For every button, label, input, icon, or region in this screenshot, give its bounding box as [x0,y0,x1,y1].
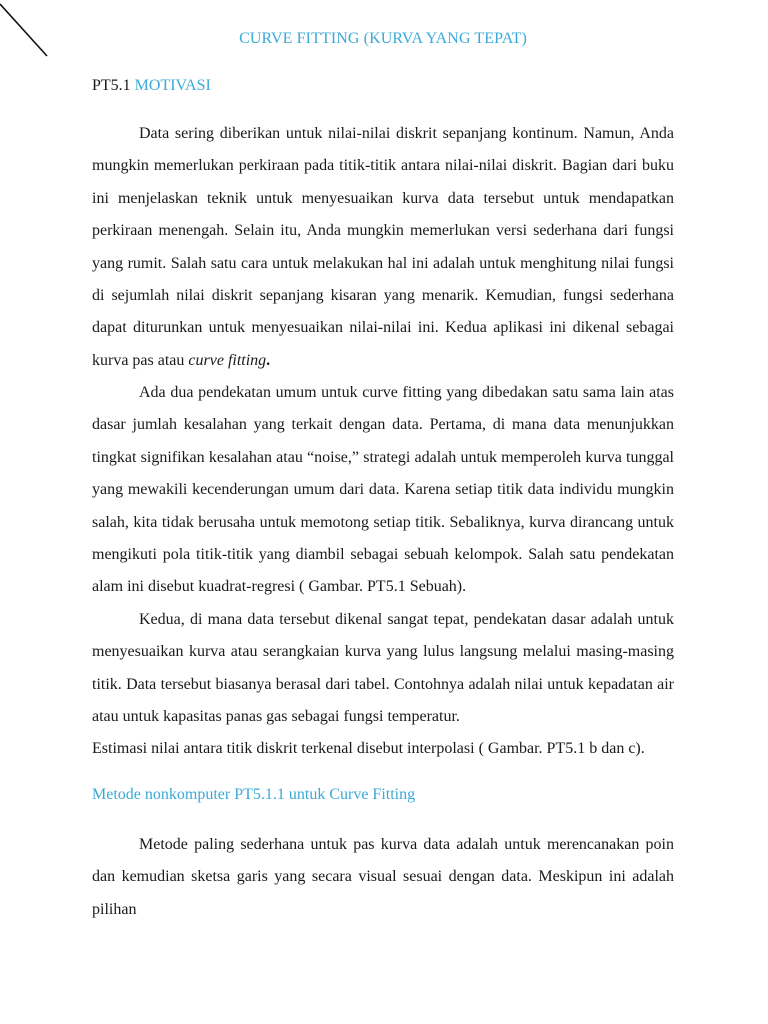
section-heading [92,77,211,95]
section-name: MOTIVASI [134,77,211,94]
paragraph-nonkomputer-1: Metode paling sederhana untuk pas kurva data adalah untuk merencanakan poin dan kemudian sketsa garis yang secara visual sesuai dengan data. Meskipun ini adalah pilihan [92,836,674,918]
paragraph-end: . [266,351,271,369]
paragraph-motivation-4: Estimasi nilai antara titik diskrit terkenal disebut interpolasi ( Gambar. PT5.1 b dan c). [92,740,645,757]
corner-fold-line [0,0,60,70]
paragraph-text: Data sering diberikan untuk nilai-nilai diskrit sepanjang kontinum. Namun, Anda mungkin memerlukan perkiraan pada titik-titik antara nilai-nilai diskrit. Bagian dari buku ini menjelaskan teknik untuk menyesuaikan kurva data tersebut untuk mendapatkan perkiraan menengah. Selain itu, Anda mungkin memerlukan versi sederhana dari fungsi yang rumit. Salah satu cara untuk melakukan hal ini adalah untuk menghitung nilai fungsi di sejumlah nilai diskrit sepanjang kisaran yang menarik. Kemudian, fungsi sederhana dapat diturunkan untuk menyesuaikan nilai-nilai ini. Kedua aplikasi ini dikenal sebagai kurva pas atau [92,125,674,369]
document-title: CURVE FITTING (KURVA YANG TEPAT) [239,30,527,47]
paragraph-motivation-1 [92,118,674,377]
subsection-heading: Metode nonkomputer PT5.1.1 untuk Curve Fitting [92,786,416,803]
section-number: PT5.1 [92,77,131,94]
paragraph-motivation-2: Ada dua pendekatan umum untuk curve fitting yang dibedakan satu sama lain atas dasar jumlah kesalahan yang terkait dengan data. Pertama, di mana data menunjukkan tingkat signifikan kesalahan atau “noise,” strategi adalah untuk memperoleh kurva tunggal yang mewakili kecenderungan umum dari data. Karena setiap titik data individu mungkin salah, kita tidak berusaha untuk memotong setiap titik. Sebaliknya, kurva dirancang untuk mengikuti pola titik-titik yang diambil sebagai sebuah kelompok. Salah satu pendekatan alam ini disebut kuadrat-regresi ( Gambar. PT5.1 Sebuah). [92,384,674,596]
paragraph-motivation-3: Kedua, di mana data tersebut dikenal sangat tepat, pendekatan dasar adalah untuk menyesuaikan kurva atau serangkaian kurva yang lulus langsung melalui masing-masing titik. Data tersebut biasanya berasal dari tabel. Contohnya adalah nilai untuk kepadatan air atau untuk kapasitas panas gas sebagai fungsi temperatur. [92,611,674,726]
italic-term: curve fitting [188,351,267,369]
